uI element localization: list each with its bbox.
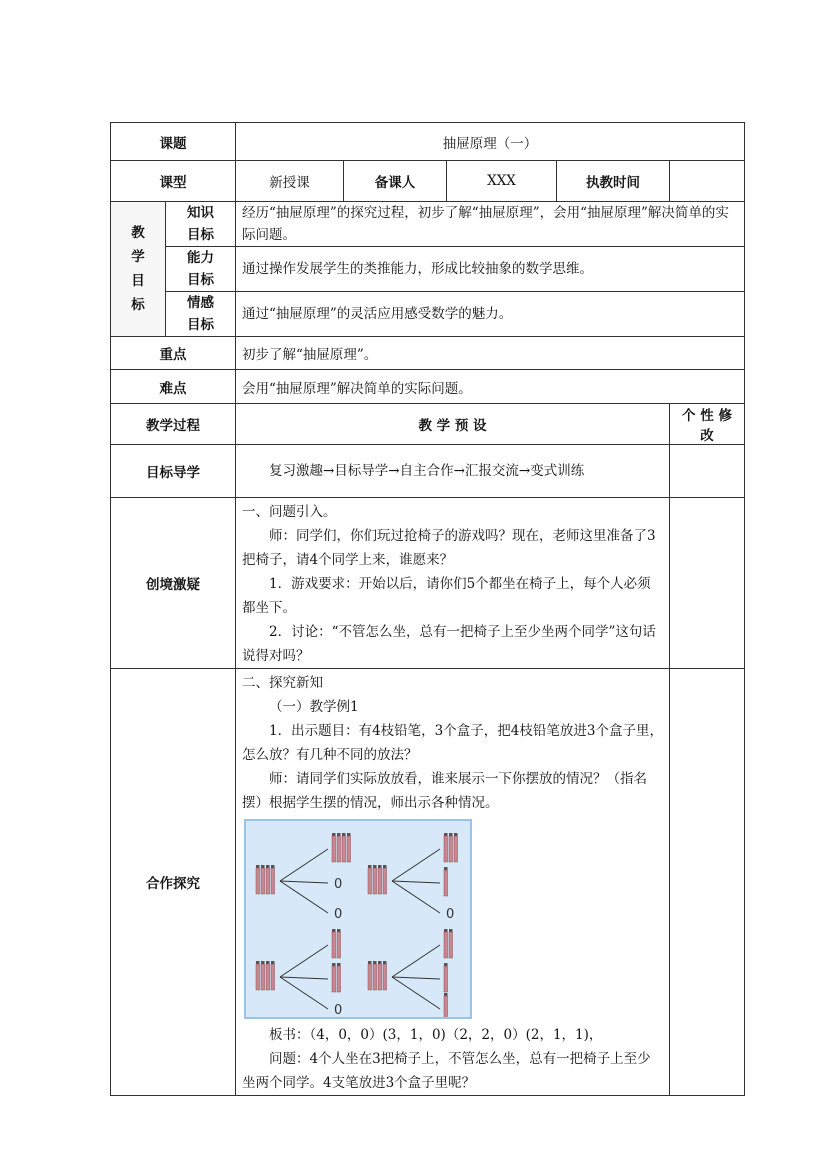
pencil-tip-icon (332, 929, 336, 932)
pencil-tip-icon (256, 961, 260, 964)
pencil-tip-icon (378, 961, 382, 964)
key-point-label: 重点 (111, 337, 236, 370)
pencil-icon (271, 868, 275, 894)
pencil-icon (337, 836, 341, 862)
knowledge-label-line: 目标 (187, 227, 214, 243)
pencil-icon (383, 964, 387, 990)
objectives-char: 目 (131, 273, 145, 289)
pencil-icon (337, 966, 341, 992)
pencil-tip-icon (444, 833, 448, 836)
scenario-line: 师：同学们，你们玩过抢椅子的游戏吗？现在，老师这里准备了3把椅子，请4个同学上来，谁愿来？ (242, 528, 656, 568)
process-header-plan: 教 学 预 设 (236, 404, 670, 445)
branch-line (280, 945, 328, 977)
pencil-icon (454, 836, 458, 862)
explore-board: 板书：（4，0，0）(3，1，0)（2，2，0）(2，1，1)， (269, 1027, 603, 1043)
pencil-icon (332, 836, 336, 862)
branch-line (392, 881, 440, 883)
explore-heading: 二、探究新知 (242, 675, 323, 691)
pencil-tip-icon (266, 961, 270, 964)
topic-label: 课题 (111, 123, 236, 161)
pencil-tip-icon (444, 867, 448, 870)
pencil-icon (261, 964, 265, 990)
pencil-icon (444, 966, 448, 992)
lesson-plan-table (110, 122, 745, 1096)
process-header-label: 教学过程 (111, 404, 236, 445)
zero-label: 0 (334, 877, 343, 892)
explore-teacher: 师：请同学们实际放放看，谁来展示一下你摆放的情况？（指名摆）根据学生摆的情况，师出示各种情况。 (242, 771, 647, 811)
zero-label: 0 (446, 907, 455, 922)
pencil-icon (368, 868, 372, 894)
pencil-icon (261, 868, 265, 894)
pencil-icon (449, 932, 453, 958)
pencil-tip-icon (368, 961, 372, 964)
pencil-icon (373, 868, 377, 894)
difficulty-text: 会用“抽屉原理”解决简单的实际问题。 (236, 370, 745, 404)
scenario-label: 创境激疑 (111, 498, 236, 669)
objectives-char: 学 (131, 249, 145, 265)
ability-label-line: 能力 (187, 250, 214, 266)
branch-line (280, 881, 328, 913)
ability-label-line: 目标 (187, 272, 214, 288)
pencil-tip-icon (373, 961, 377, 964)
explore-revise (670, 669, 745, 1096)
zero-label: 0 (334, 907, 343, 922)
pencil-icon (342, 836, 346, 862)
pencil-tip-icon (347, 833, 351, 836)
process-header-revise: 个 性 修 改 (670, 404, 745, 445)
pencil-tip-icon (383, 961, 387, 964)
pencil-tip-icon (271, 865, 275, 868)
pencil-tip-icon (337, 929, 341, 932)
pencil-icon (378, 868, 382, 894)
scenario-line: 一、问题引入。 (242, 504, 337, 520)
pencil-icon (373, 964, 377, 990)
pencil-tip-icon (378, 865, 382, 868)
pencil-icon (378, 964, 382, 990)
explore-example: （一）教学例1 (269, 699, 359, 715)
goal-guide-revise (670, 445, 745, 498)
scenario-revise (670, 498, 745, 669)
type-label: 课型 (111, 161, 236, 202)
pencil-icon (332, 932, 336, 958)
branch-line (280, 849, 328, 881)
pencil-tip-icon (444, 993, 448, 996)
branch-line (392, 977, 440, 979)
time-label: 执教时间 (557, 161, 670, 202)
branch-line (392, 881, 440, 913)
emotion-label-line: 目标 (187, 317, 214, 333)
scenario-line: 1．游戏要求：开始以后，请你们5个都坐在椅子上，每个人必须都坐下。 (242, 576, 651, 616)
pencil-tip-icon (444, 963, 448, 966)
objectives-group-label (111, 202, 166, 337)
topic-value: 抽屉原理（一） (236, 123, 745, 161)
ability-label (166, 247, 236, 292)
pencil-icon (256, 868, 260, 894)
pencil-tip-icon (449, 833, 453, 836)
pencil-tip-icon (454, 833, 458, 836)
pencil-icon (368, 964, 372, 990)
scenario-cell (236, 498, 670, 669)
branch-line (280, 977, 328, 979)
pencil-tip-icon (449, 929, 453, 932)
pencil-icon (444, 870, 448, 896)
pencil-tip-icon (444, 929, 448, 932)
branch-line (392, 945, 440, 977)
pencil-tip-icon (368, 865, 372, 868)
explore-question: 问题：4个人坐在3把椅子上，不管怎么坐，总有一把椅子上至少坐两个同学。4支笔放进3个盒子里呢？ (242, 1051, 651, 1091)
pencil-distribution-svg (246, 821, 470, 1017)
pencil-icon (383, 868, 387, 894)
emotion-label (166, 292, 236, 337)
branch-line (392, 977, 440, 1009)
knowledge-label-line: 知识 (187, 205, 214, 221)
pencil-tip-icon (256, 865, 260, 868)
pencil-tip-icon (261, 961, 265, 964)
branch-line (280, 977, 328, 1009)
type-value: 新授课 (236, 161, 344, 202)
knowledge-label (166, 202, 236, 247)
pencil-icon (449, 836, 453, 862)
pencil-icon (332, 966, 336, 992)
pencil-icon (444, 932, 448, 958)
pencil-icon (271, 964, 275, 990)
pencil-tip-icon (337, 833, 341, 836)
pencil-icon (444, 996, 448, 1017)
pencil-tip-icon (271, 961, 275, 964)
explore-label: 合作探究 (111, 669, 236, 1096)
pencil-tip-icon (261, 865, 265, 868)
pencil-tip-icon (337, 963, 341, 966)
goal-guide-label: 目标导学 (111, 445, 236, 498)
branch-line (280, 881, 328, 883)
pencil-icon (444, 836, 448, 862)
pencil-tip-icon (373, 865, 377, 868)
pencil-icon (337, 932, 341, 958)
zero-label: 0 (334, 1003, 343, 1017)
emotion-text: 通过“抽屉原理”的灵活应用感受数学的魅力。 (236, 292, 745, 337)
emotion-label-line: 情感 (187, 295, 214, 311)
pencil-icon (347, 836, 351, 862)
pencil-tip-icon (383, 865, 387, 868)
pencil-icon (266, 964, 270, 990)
goal-guide-text: 复习激趣→目标导学→自主合作→汇报交流→变式训练 (269, 463, 585, 479)
difficulty-label: 难点 (111, 370, 236, 404)
explore-cell (236, 669, 670, 1096)
knowledge-text: 经历“抽屉原理”的探究过程，初步了解“抽屉原理”，会用“抽屉原理”解决简单的实际问题。 (236, 202, 745, 247)
pencil-icon (256, 964, 260, 990)
pencil-tip-icon (332, 963, 336, 966)
pencil-tip-icon (342, 833, 346, 836)
ability-text: 通过操作发展学生的类推能力，形成比较抽象的数学思维。 (236, 247, 745, 292)
pencil-distribution-figure (244, 819, 472, 1019)
objectives-char: 标 (131, 297, 145, 313)
pencil-tip-icon (266, 865, 270, 868)
preparer-label: 备课人 (344, 161, 447, 202)
time-value (670, 161, 745, 202)
objectives-char: 教 (131, 225, 145, 241)
explore-step1: 1．出示题目：有4枝铅笔，3个盒子，把4枝铅笔放进3个盒子里，怎么放？有几种不同的放法？ (242, 723, 663, 763)
goal-guide-cell (236, 445, 670, 498)
preparer-value: XXX (447, 161, 557, 202)
pencil-tip-icon (332, 833, 336, 836)
key-point-text: 初步了解“抽屉原理”。 (236, 337, 745, 370)
scenario-line: 2．讨论：“不管怎么坐，总有一把椅子上至少坐两个同学”这句话说得对吗？ (242, 624, 656, 664)
branch-line (392, 849, 440, 881)
pencil-icon (266, 868, 270, 894)
